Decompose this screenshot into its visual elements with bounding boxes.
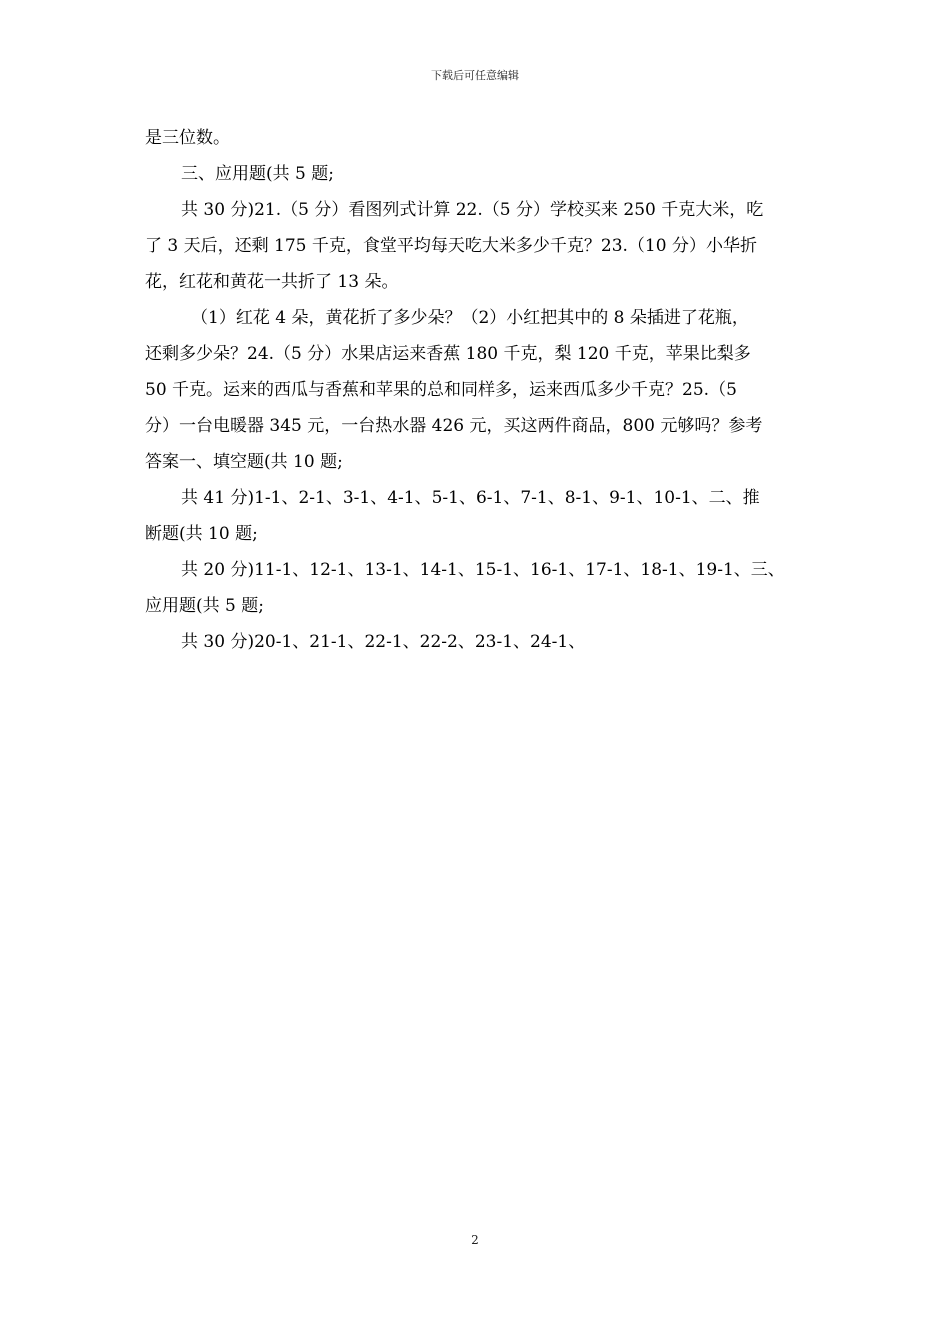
body-line: 答案一、填空题(共 10 题; <box>145 452 343 472</box>
body-line: 50 千克。运来的西瓜与香蕉和苹果的总和同样多，运来西瓜多少千克？25.（5 <box>145 380 737 400</box>
body-line: 共 20 分)11-1、12-1、13-1、14-1、15-1、16-1、17-1、18-1、19-1、三、 <box>181 560 785 580</box>
body-line: 还剩多少朵？24.（5 分）水果店运来香蕉 180 千克，梨 120 千克，苹果比梨多 <box>145 344 751 364</box>
body-line: 是三位数。 <box>145 128 230 148</box>
body-line: 应用题(共 5 题; <box>145 596 264 616</box>
body-line: 花，红花和黄花一共折了 13 朵。 <box>145 272 399 292</box>
document-body <box>145 120 810 660</box>
body-line: （1）红花 4 朵，黄花折了多少朵？（2）小红把其中的 8 朵插进了花瓶， <box>191 308 749 328</box>
body-line: 断题(共 10 题; <box>145 524 258 544</box>
page-number: 2 <box>471 1233 479 1247</box>
body-line: 共 30 分)20-1、21-1、22-1、22-2、23-1、24-1、 <box>181 632 586 652</box>
body-line: 共 30 分)21.（5 分）看图列式计算 22.（5 分）学校买来 250 千克大米，吃 <box>181 200 764 220</box>
page-header: 下载后可任意编辑 <box>431 69 519 82</box>
section-heading: 三、应用题(共 5 题; <box>181 164 334 184</box>
body-line: 共 41 分)1-1、2-1、3-1、4-1、5-1、6-1、7-1、8-1、9-1、10-1、二、推 <box>181 488 760 508</box>
body-line: 分）一台电暖器 345 元，一台热水器 426 元，买这两件商品，800 元够吗？参考 <box>145 416 763 436</box>
body-line: 了 3 天后，还剩 175 千克，食堂平均每天吃大米多少千克？23.（10 分）小华折 <box>145 236 757 256</box>
